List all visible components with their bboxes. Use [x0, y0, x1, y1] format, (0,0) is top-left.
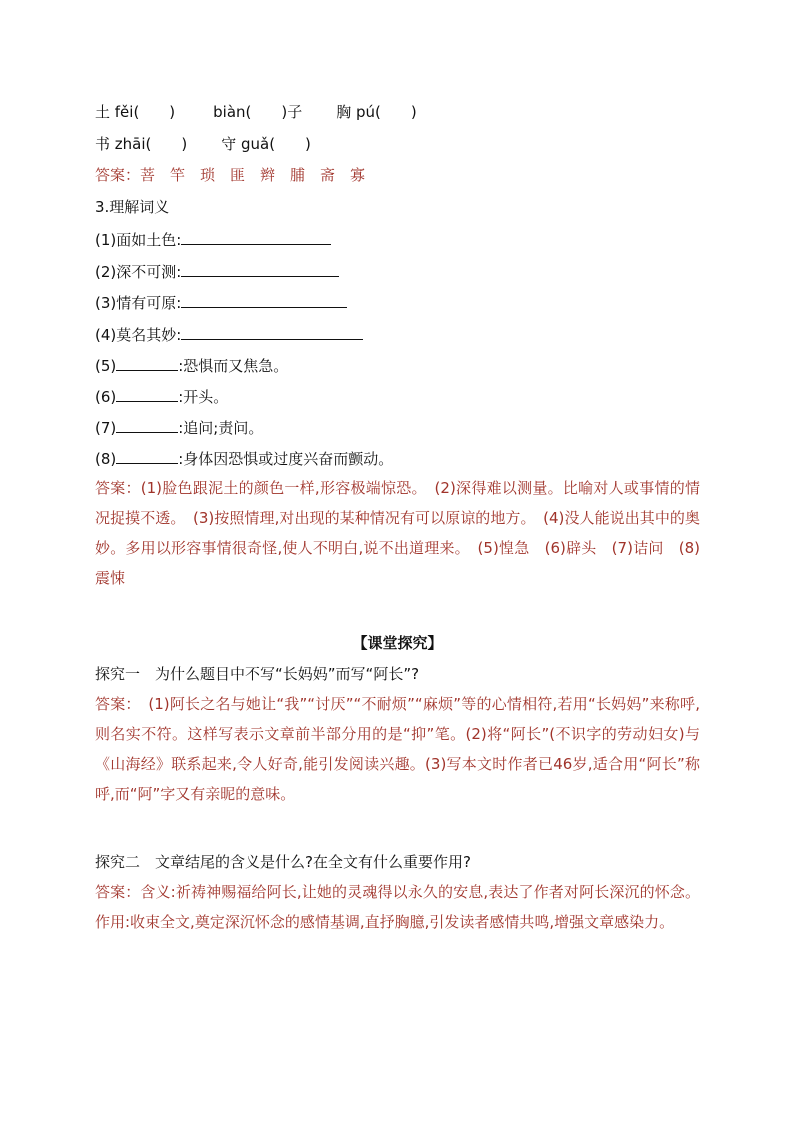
vocab-definition: :恐惧而又焦急。 — [178, 357, 289, 375]
section-heading: 【课堂探究】 — [352, 634, 443, 652]
pinyin-item: 胸 pú( ) — [336, 103, 417, 121]
inquiry-1-answer: 答案： (1)阿长之名与她让“我”“讨厌”“不耐烦”“麻烦”等的心情相符,若用“长妈妈”来称呼,则名实不符。这样写表示文章前半部分用的是“抑”笔。(2)将“阿长”(不识字的劳动妇女)与《山海经》联系起来,令人好奇,能引发阅读兴趣。(3)写本文时作者已46岁,适合用“阿长”称呼,而“阿”字又有亲昵的意味。 — [95, 695, 700, 803]
vocab-item — [95, 355, 288, 376]
vocab-item — [95, 229, 331, 250]
vocab-item — [95, 324, 363, 345]
pinyin-answer: 答案：菩 竿 琐 匪 辫 脯 斋 寡 — [95, 166, 366, 184]
vocab-item — [95, 261, 339, 282]
pinyin-line-1 — [95, 102, 417, 122]
inquiry-1-question: 探究一 为什么题目中不写“长妈妈”而写“阿长”? — [95, 665, 420, 683]
vocab-item — [95, 417, 263, 438]
pinyin-item: 书 zhāi( ) — [95, 135, 188, 153]
vocab-item — [95, 292, 347, 313]
inquiry-2-answer: 答案：含义:祈祷神赐福给阿长,让她的灵魂得以永久的安息,表达了作者对阿长深沉的怀念。作用:收束全文,奠定深沉怀念的感情基调,直抒胸臆,引发读者感情共鸣,增强文章感染力。 — [95, 883, 700, 931]
pinyin-line-2 — [95, 134, 311, 154]
inquiry-2-question: 探究二 文章结尾的含义是什么?在全文有什么重要作用? — [95, 853, 471, 871]
pinyin-item: biàn( )子 — [213, 103, 303, 121]
answer-blank[interactable] — [181, 229, 331, 245]
answer-blank[interactable] — [116, 386, 178, 402]
answer-blank[interactable] — [181, 324, 363, 340]
answer-blank[interactable] — [181, 292, 347, 308]
vocab-definition: :追问;责问。 — [178, 419, 264, 437]
vocab-label: (6) — [95, 388, 117, 406]
vocab-title: 3.理解词义 — [95, 198, 170, 216]
vocab-definition: :开头。 — [178, 388, 229, 406]
vocab-label: (3)情有可原: — [95, 294, 182, 312]
answer-blank[interactable] — [116, 448, 178, 464]
vocab-label: (2)深不可测: — [95, 263, 182, 281]
pinyin-item: 土 fěi( ) — [95, 103, 176, 121]
vocab-label: (8) — [95, 450, 117, 468]
vocab-definition: :身体因恐惧或过度兴奋而颤动。 — [178, 450, 394, 468]
vocab-label: (4)莫名其妙: — [95, 326, 182, 344]
vocab-label: (5) — [95, 357, 117, 375]
pinyin-item: 守 guǎ( ) — [221, 135, 311, 153]
vocab-label: (7) — [95, 419, 117, 437]
vocab-item — [95, 448, 393, 469]
vocab-label: (1)面如土色: — [95, 231, 182, 249]
answer-blank[interactable] — [181, 261, 339, 277]
vocab-item — [95, 386, 228, 407]
vocab-answer: 答案：(1)脸色跟泥土的颜色一样,形容极端惊恐。 (2)深得难以测量。比喻对人或事情的情况捉摸不透。 (3)按照情理,对出现的某种情况有可以原谅的地方。 (4)没人能说出其中的奥妙。多用以形容事情很奇怪,使人不明白,说不出道理来。 (5)惶急 (6)辟头 (7)诘问 (8)震悚 — [95, 479, 700, 587]
answer-blank[interactable] — [116, 417, 178, 433]
answer-blank[interactable] — [116, 355, 178, 371]
